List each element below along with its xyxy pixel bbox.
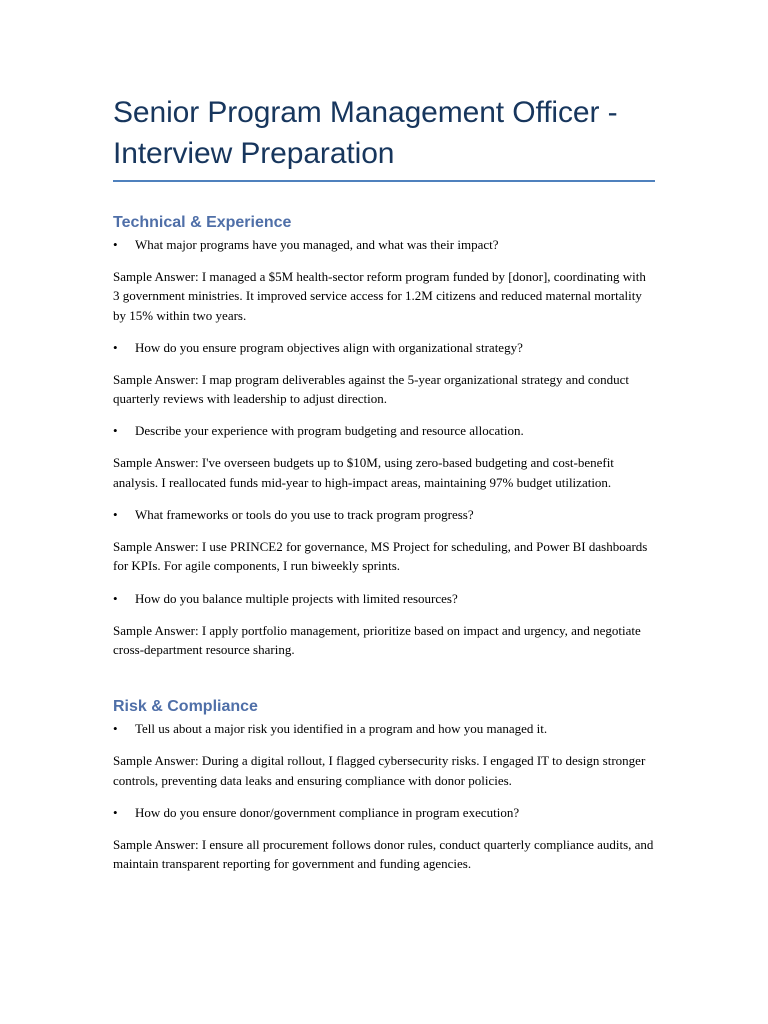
bullet-icon: • [113, 590, 118, 606]
sample-answer: Sample Answer: During a digital rollout, I flagged cybersecurity risks. I engaged IT to design stronger controls, preventing data leaks and ensuring compliance with donor policies. [113, 753, 646, 788]
qa-item [113, 338, 655, 409]
qa-item [113, 235, 655, 325]
sample-answer: Sample Answer: I managed a $5M health-sector reform program funded by [donor], coordinating with 3 government ministries. It improved service access for 1.2M citizens and reduced maternal mortality by 15% within two years. [113, 269, 646, 323]
question: • How do you ensure program objectives align with organizational strategy? [113, 339, 523, 355]
sample-answer: Sample Answer: I've overseen budgets up to $10M, using zero-based budgeting and cost-benefit analysis. I reallocated funds mid-year to high-impact areas, maintaining 97% budget utilization. [113, 455, 614, 490]
question: • How do you balance multiple projects with limited resources? [113, 590, 458, 606]
question: • Describe your experience with program budgeting and resource allocation. [113, 423, 524, 439]
bullet-icon: • [113, 804, 118, 820]
document-title [113, 92, 655, 174]
bullet-icon: • [113, 339, 118, 355]
bullet-icon: • [113, 721, 118, 737]
section-heading-risk: Risk & Compliance [113, 698, 258, 716]
sample-answer: Sample Answer: I use PRINCE2 for governance, MS Project for scheduling, and Power BI dashboards for KPIs. For agile components, I run biweekly sprints. [113, 539, 648, 574]
bullet-icon: • [113, 423, 118, 439]
title-line-2: Interview Preparation [113, 137, 395, 170]
question: • What major programs have you managed, and what was their impact? [113, 237, 499, 252]
qa-item [113, 421, 655, 492]
qa-item [113, 505, 655, 576]
qa-item [113, 589, 655, 660]
document-page [113, 92, 655, 886]
question: • What frameworks or tools do you use to track program progress? [113, 507, 474, 523]
question: • How do you ensure donor/government compliance in program execution? [113, 804, 520, 820]
bullet-icon: • [113, 237, 118, 252]
section-heading-technical: Technical & Experience [113, 214, 292, 231]
qa-item [113, 803, 655, 874]
bullet-icon: • [113, 507, 118, 523]
qa-item [113, 719, 655, 790]
title-underline [113, 180, 655, 182]
sample-answer: Sample Answer: I apply portfolio management, prioritize based on impact and urgency, and negotiate cross-department resource sharing. [113, 622, 641, 657]
sample-answer: Sample Answer: I map program deliverables against the 5-year organizational strategy and conduct quarterly reviews with leadership to adjust direction. [113, 371, 629, 407]
question: • Tell us about a major risk you identified in a program and how you managed it. [113, 721, 548, 737]
title-line-1: Senior Program Management Officer - [113, 96, 618, 129]
sample-answer: Sample Answer: I ensure all procurement follows donor rules, conduct quarterly compliance audits, and maintain transparent reporting for government and funding agencies. [113, 836, 654, 872]
